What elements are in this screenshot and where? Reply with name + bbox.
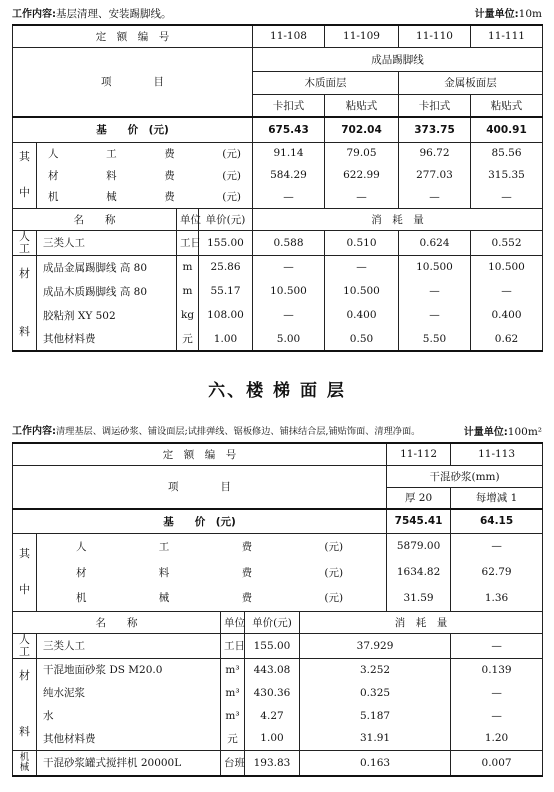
consumption-value: 5.187 bbox=[300, 704, 451, 727]
cost-value: 31.59 bbox=[387, 585, 451, 611]
consumption-value: 0.588 bbox=[253, 230, 325, 255]
resource-price: 108.00 bbox=[199, 303, 253, 327]
resource-unit: m³ bbox=[221, 658, 245, 681]
measure-unit-label: 计量单位: bbox=[463, 427, 508, 438]
resource-unit: 元 bbox=[177, 327, 199, 351]
base-price: 400.91 bbox=[471, 117, 543, 142]
consumption-value: 0.400 bbox=[325, 303, 399, 327]
method-header: 厚 20 bbox=[387, 487, 451, 509]
base-price-label: 基 价 (元) bbox=[13, 509, 387, 533]
consumption-header-row bbox=[13, 208, 543, 230]
cost-label: 人 工 费 (元) bbox=[48, 147, 241, 160]
cost-row bbox=[13, 142, 543, 164]
resource-price: 155.00 bbox=[245, 633, 300, 658]
quota-code: 11-109 bbox=[325, 25, 399, 47]
work-content-text: 清理基层、调运砂浆、铺设面层;试排弹线、锯板修边、铺抹结合层,铺贴饰面、清理净面。 bbox=[56, 426, 421, 437]
quota-code: 11-113 bbox=[451, 443, 543, 465]
method-header: 粘贴式 bbox=[325, 94, 399, 117]
cost-value: — bbox=[451, 533, 543, 559]
cost-label: 机 械 费 (元) bbox=[48, 191, 241, 204]
consumption-value: — bbox=[399, 279, 471, 303]
quota-table-2 bbox=[12, 442, 543, 777]
quota-code: 11-110 bbox=[399, 25, 471, 47]
consumption-value: 37.929 bbox=[300, 633, 451, 658]
cost-value: — bbox=[325, 186, 399, 208]
sub-group-header: 木质面层 bbox=[253, 71, 399, 94]
material-row bbox=[13, 303, 543, 327]
cost-value: 79.05 bbox=[325, 142, 399, 164]
cost-value: 277.03 bbox=[399, 164, 471, 186]
price-column-header: 单价(元) bbox=[199, 208, 253, 230]
labor-row bbox=[13, 633, 543, 658]
consumption-value: — bbox=[451, 704, 543, 727]
section-title: 六、楼 梯 面 层 bbox=[208, 381, 346, 401]
cost-row bbox=[13, 164, 543, 186]
resource-name: 其他材料费 bbox=[37, 327, 177, 351]
measure-unit-label: 计量单位: bbox=[474, 9, 519, 20]
cost-label: 材 料 费 (元) bbox=[48, 169, 241, 182]
quota-code: 11-111 bbox=[471, 25, 543, 47]
resource-price: 430.36 bbox=[245, 681, 300, 704]
side-label-labor: 人 工 bbox=[13, 230, 37, 255]
method-header: 卡扣式 bbox=[253, 94, 325, 117]
consumption-value: 0.62 bbox=[471, 327, 543, 351]
resource-name: 成品金属踢脚线 高 80 bbox=[37, 255, 177, 279]
resource-unit: m³ bbox=[221, 681, 245, 704]
cost-value: — bbox=[471, 186, 543, 208]
consumption-value: 10.500 bbox=[253, 279, 325, 303]
consumption-value: 0.50 bbox=[325, 327, 399, 351]
resource-name: 三类人工 bbox=[37, 230, 177, 255]
consumption-value: — bbox=[325, 255, 399, 279]
cost-value: 62.79 bbox=[451, 559, 543, 585]
cost-value: 96.72 bbox=[399, 142, 471, 164]
resource-unit: 台班 bbox=[221, 750, 245, 776]
consumption-value: 0.400 bbox=[471, 303, 543, 327]
resource-price: 193.83 bbox=[245, 750, 300, 776]
base-price-label: 基 价 (元) bbox=[13, 117, 253, 142]
work-content-text: 基层清理、安装踢脚线。 bbox=[56, 8, 172, 20]
measure-unit bbox=[464, 424, 542, 441]
resource-price: 443.08 bbox=[245, 658, 300, 681]
resource-price: 4.27 bbox=[245, 704, 300, 727]
consumption-value: — bbox=[451, 633, 543, 658]
cost-value: 5879.00 bbox=[387, 533, 451, 559]
material-row bbox=[13, 279, 543, 303]
resource-unit: 元 bbox=[221, 727, 245, 750]
cost-row bbox=[13, 585, 543, 611]
quota-code-label: 定 额 编 号 bbox=[13, 25, 253, 47]
base-price: 64.15 bbox=[451, 509, 543, 533]
base-price: 7545.41 bbox=[387, 509, 451, 533]
resource-name: 水 bbox=[37, 704, 221, 727]
side-label-qizhong: 其 中 bbox=[13, 533, 37, 611]
unit-column-header: 单位 bbox=[221, 611, 245, 633]
cost-value: 91.14 bbox=[253, 142, 325, 164]
consumption-value: 10.500 bbox=[325, 279, 399, 303]
consumption-value: 31.91 bbox=[300, 727, 451, 750]
side-label-labor: 人 工 bbox=[13, 633, 37, 658]
resource-price: 25.86 bbox=[199, 255, 253, 279]
resource-unit: 工日 bbox=[221, 633, 245, 658]
resource-name: 干混砂浆罐式搅拌机 20000L bbox=[37, 750, 221, 776]
consumption-value: 0.624 bbox=[399, 230, 471, 255]
cost-label: 人 工 费 (元) bbox=[76, 540, 344, 553]
work-content bbox=[12, 424, 420, 440]
consumption-value: 10.500 bbox=[471, 255, 543, 279]
resource-unit: m bbox=[177, 279, 199, 303]
resource-unit: m bbox=[177, 255, 199, 279]
consumption-value: 0.325 bbox=[300, 681, 451, 704]
machine-row bbox=[13, 750, 543, 776]
material-row bbox=[13, 681, 543, 704]
consumption-value: — bbox=[451, 681, 543, 704]
measure-unit-value: 10m bbox=[518, 8, 542, 20]
side-label-material: 材 料 bbox=[13, 658, 37, 750]
cost-value: 584.29 bbox=[253, 164, 325, 186]
resource-name: 其他材料费 bbox=[37, 727, 221, 750]
resource-price: 155.00 bbox=[199, 230, 253, 255]
resource-name: 干混地面砂浆 DS M20.0 bbox=[37, 658, 221, 681]
price-column-header: 单价(元) bbox=[245, 611, 300, 633]
sub-group-header: 金属板面层 bbox=[399, 71, 543, 94]
cost-value: 1634.82 bbox=[387, 559, 451, 585]
quota-code: 11-112 bbox=[387, 443, 451, 465]
consumption-value: 5.00 bbox=[253, 327, 325, 351]
cost-row bbox=[13, 533, 543, 559]
consumption-value: — bbox=[471, 279, 543, 303]
cost-value: 622.99 bbox=[325, 164, 399, 186]
side-label-machine: 机 械 bbox=[13, 750, 37, 776]
consumption-header: 消 耗 量 bbox=[300, 611, 543, 633]
resource-price: 1.00 bbox=[245, 727, 300, 750]
base-price: 675.43 bbox=[253, 117, 325, 142]
quota-code-row bbox=[13, 25, 543, 47]
resource-name: 成品木质踢脚线 高 80 bbox=[37, 279, 177, 303]
resource-price: 1.00 bbox=[199, 327, 253, 351]
unit-column-header: 单位 bbox=[177, 208, 199, 230]
cost-value: — bbox=[399, 186, 471, 208]
cost-label: 材 料 费 (元) bbox=[76, 566, 344, 579]
item-label: 项 目 bbox=[13, 47, 253, 117]
resource-unit: m³ bbox=[221, 704, 245, 727]
resource-name: 纯水泥浆 bbox=[37, 681, 221, 704]
consumption-value: 0.552 bbox=[471, 230, 543, 255]
consumption-value: 0.510 bbox=[325, 230, 399, 255]
quota-code-row bbox=[13, 443, 543, 465]
group-header: 干混砂浆(mm) bbox=[387, 465, 543, 487]
resource-unit: kg bbox=[177, 303, 199, 327]
quota-code-label: 定 额 编 号 bbox=[13, 443, 387, 465]
labor-row bbox=[13, 230, 543, 255]
side-label-qizhong bbox=[13, 142, 37, 208]
consumption-value: 10.500 bbox=[399, 255, 471, 279]
consumption-value: — bbox=[253, 303, 325, 327]
side-char: 中 bbox=[19, 186, 30, 199]
measure-unit-value: 100m² bbox=[507, 426, 542, 438]
cost-row bbox=[13, 186, 543, 208]
consumption-value: 0.139 bbox=[451, 658, 543, 681]
resource-price: 55.17 bbox=[199, 279, 253, 303]
consumption-value: — bbox=[399, 303, 471, 327]
measure-unit bbox=[475, 6, 542, 23]
cost-value: 85.56 bbox=[471, 142, 543, 164]
consumption-header: 消 耗 量 bbox=[253, 208, 543, 230]
resource-unit: 工日 bbox=[177, 230, 199, 255]
quota-table-1 bbox=[12, 24, 543, 352]
material-row bbox=[13, 255, 543, 279]
consumption-value: 3.252 bbox=[300, 658, 451, 681]
material-row bbox=[13, 658, 543, 681]
base-price: 373.75 bbox=[399, 117, 471, 142]
material-row bbox=[13, 727, 543, 750]
material-row bbox=[13, 327, 543, 351]
cost-value: — bbox=[253, 186, 325, 208]
consumption-header-row bbox=[13, 611, 543, 633]
work-content-label: 工作内容: bbox=[12, 426, 56, 437]
group-header: 成品踢脚线 bbox=[253, 47, 543, 71]
cost-label: 机 械 费 (元) bbox=[76, 592, 344, 605]
work-content-label: 工作内容: bbox=[12, 9, 56, 20]
work-content bbox=[12, 6, 172, 23]
consumption-value: 5.50 bbox=[399, 327, 471, 351]
side-char: 其 bbox=[19, 149, 30, 163]
cost-row bbox=[13, 559, 543, 585]
consumption-value: 0.007 bbox=[451, 750, 543, 776]
base-price-row bbox=[13, 509, 543, 533]
resource-name: 三类人工 bbox=[37, 633, 221, 658]
method-header: 每增减 1 bbox=[451, 487, 543, 509]
resource-name: 胶粘剂 XY 502 bbox=[37, 303, 177, 327]
item-label: 项 目 bbox=[13, 465, 387, 509]
consumption-value: 0.163 bbox=[300, 750, 451, 776]
base-price-row bbox=[13, 117, 543, 142]
consumption-value: 1.20 bbox=[451, 727, 543, 750]
side-label-material: 材 料 bbox=[13, 255, 37, 351]
method-header: 粘贴式 bbox=[471, 94, 543, 117]
name-column-header: 名 称 bbox=[13, 208, 177, 230]
material-row bbox=[13, 704, 543, 727]
consumption-value: — bbox=[253, 255, 325, 279]
cost-value: 315.35 bbox=[471, 164, 543, 186]
base-price: 702.04 bbox=[325, 117, 399, 142]
quota-code: 11-108 bbox=[253, 25, 325, 47]
cost-value: 1.36 bbox=[451, 585, 543, 611]
table1-header bbox=[12, 6, 542, 22]
table2-header bbox=[12, 424, 542, 440]
method-header: 卡扣式 bbox=[399, 94, 471, 117]
name-column-header: 名 称 bbox=[13, 611, 221, 633]
